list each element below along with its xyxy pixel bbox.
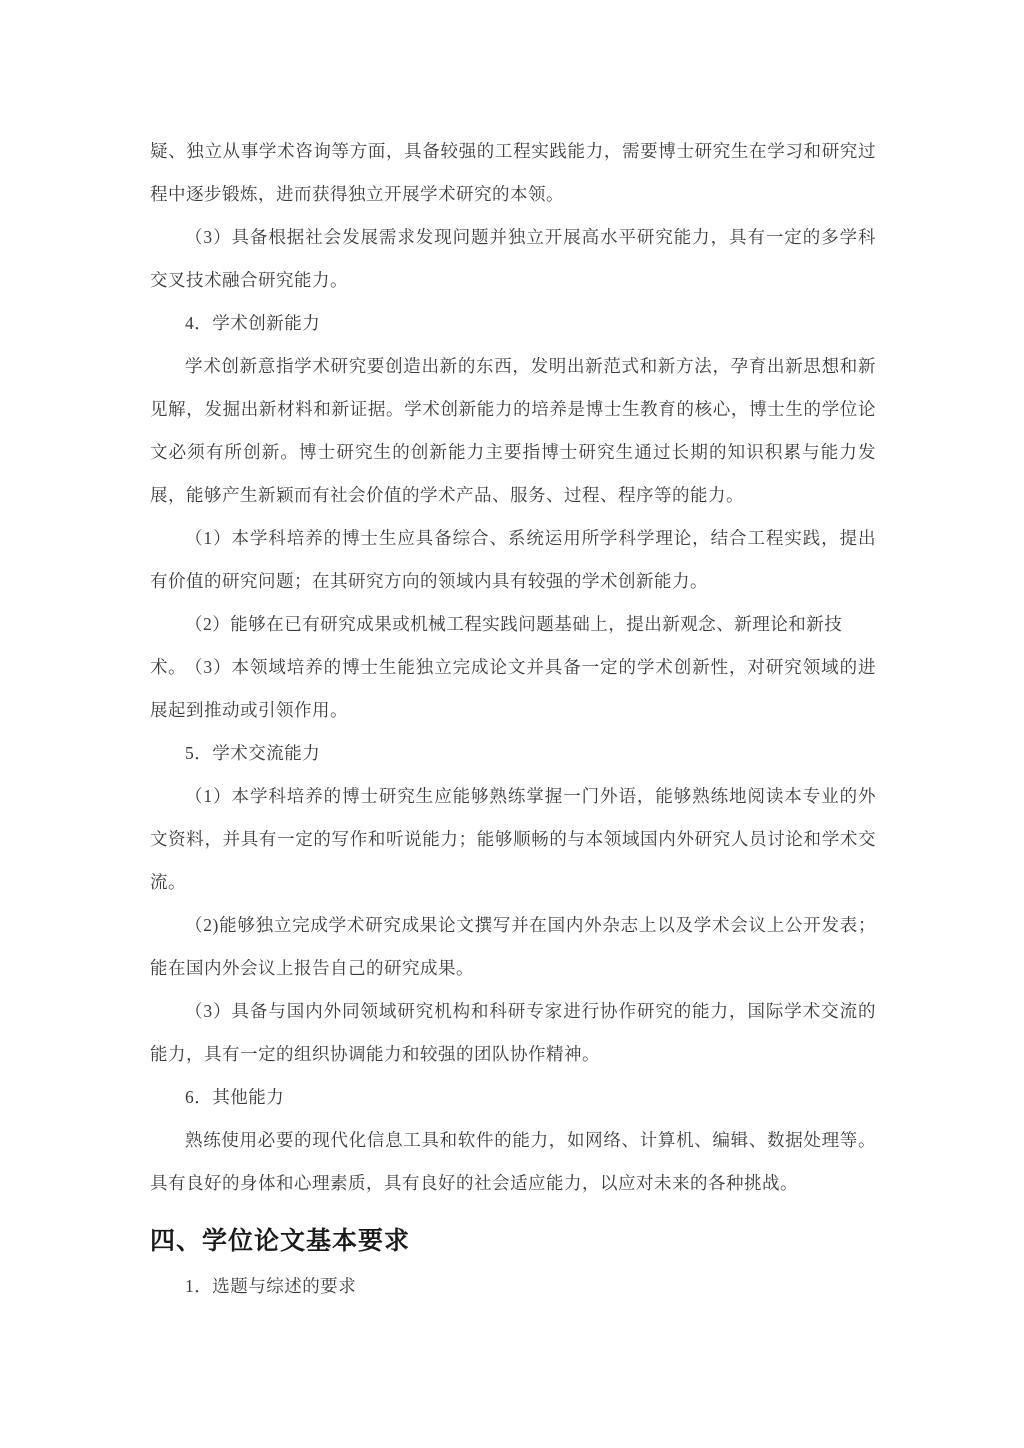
body-line: 疑、独立从事学术咨询等方面，具备较强的工程实践能力，需要博士研究生在学习和研究过 — [150, 141, 876, 161]
body-line: （1）本学科培养的博士生应具备综合、系统运用所学科学理论，结合工程实践，提出 — [185, 528, 876, 548]
body-line: 有价值的研究问题；在其研究方向的领域内具有较强的学术创新能力。 — [150, 571, 708, 591]
body-line: 展起到推动或引领作用。 — [150, 700, 348, 720]
body-line: 6．其他能力 — [185, 1087, 285, 1107]
body-line: 1．选题与综述的要求 — [185, 1276, 357, 1296]
body-line: 熟练使用必要的现代化信息工具和软件的能力，如网络、计算机、编辑、数据处理等。 — [185, 1130, 876, 1150]
body-line: 学术创新意指学术研究要创造出新的东西，发明出新范式和新方法，孕育出新思想和新 — [185, 356, 876, 376]
body-line: 能在国内外会议上报告自己的研究成果。 — [150, 958, 474, 978]
body-line: 文资料，并具有一定的写作和听说能力；能够顺畅的与本领域国内外研究人员讨论和学术交 — [150, 829, 876, 849]
body-line: （2)能够独立完成学术研究成果论文撰写并在国内外杂志上以及学术会议上公开发表； — [185, 915, 876, 935]
body-line: （3）本领域培养的博士生能独立完成论文并具备一定的学术创新性，对研究领域的进 — [185, 657, 876, 677]
document-body — [150, 130, 876, 1308]
body-line: 交叉技术融合研究能力。 — [150, 270, 348, 290]
body-line: （3）具备与国内外同领域研究机构和科研专家进行协作研究的能力，国际学术交流的 — [185, 1001, 876, 1021]
body-line: 具有良好的身体和心理素质，具有良好的社会适应能力，以应对未来的各种挑战。 — [150, 1173, 798, 1193]
body-line: （1）本学科培养的博士研究生应能够熟练掌握一门外语，能够熟练地阅读本专业的外 — [185, 786, 876, 806]
body-line: 程中逐步锻炼，进而获得独立开展学术研究的本领。 — [150, 184, 564, 204]
body-line: 5．学术交流能力 — [185, 743, 321, 763]
body-line: （2）能够在已有研究成果或机械工程实践问题基础上，提出新观念、新理论和新技术。 — [150, 614, 843, 677]
section-heading: 四、学位论文基本要求 — [150, 1227, 411, 1255]
body-line: （3）具备根据社会发展需求发现问题并独立开展高水平研究能力，具有一定的多学科 — [185, 227, 876, 247]
body-line: 流。 — [150, 872, 186, 892]
body-line: 4．学术创新能力 — [185, 313, 321, 333]
body-line: 见解，发掘出新材料和新证据。学术创新能力的培养是博士生教育的核心，博士生的学位论 — [150, 399, 876, 419]
body-line: 能力，具有一定的组织协调能力和较强的团队协作精神。 — [150, 1044, 600, 1064]
body-line: 展，能够产生新颖而有社会价值的学术产品、服务、过程、程序等的能力。 — [150, 485, 744, 505]
body-line: 文必须有所创新。博士研究生的创新能力主要指博士研究生通过长期的知识积累与能力发 — [150, 442, 876, 462]
